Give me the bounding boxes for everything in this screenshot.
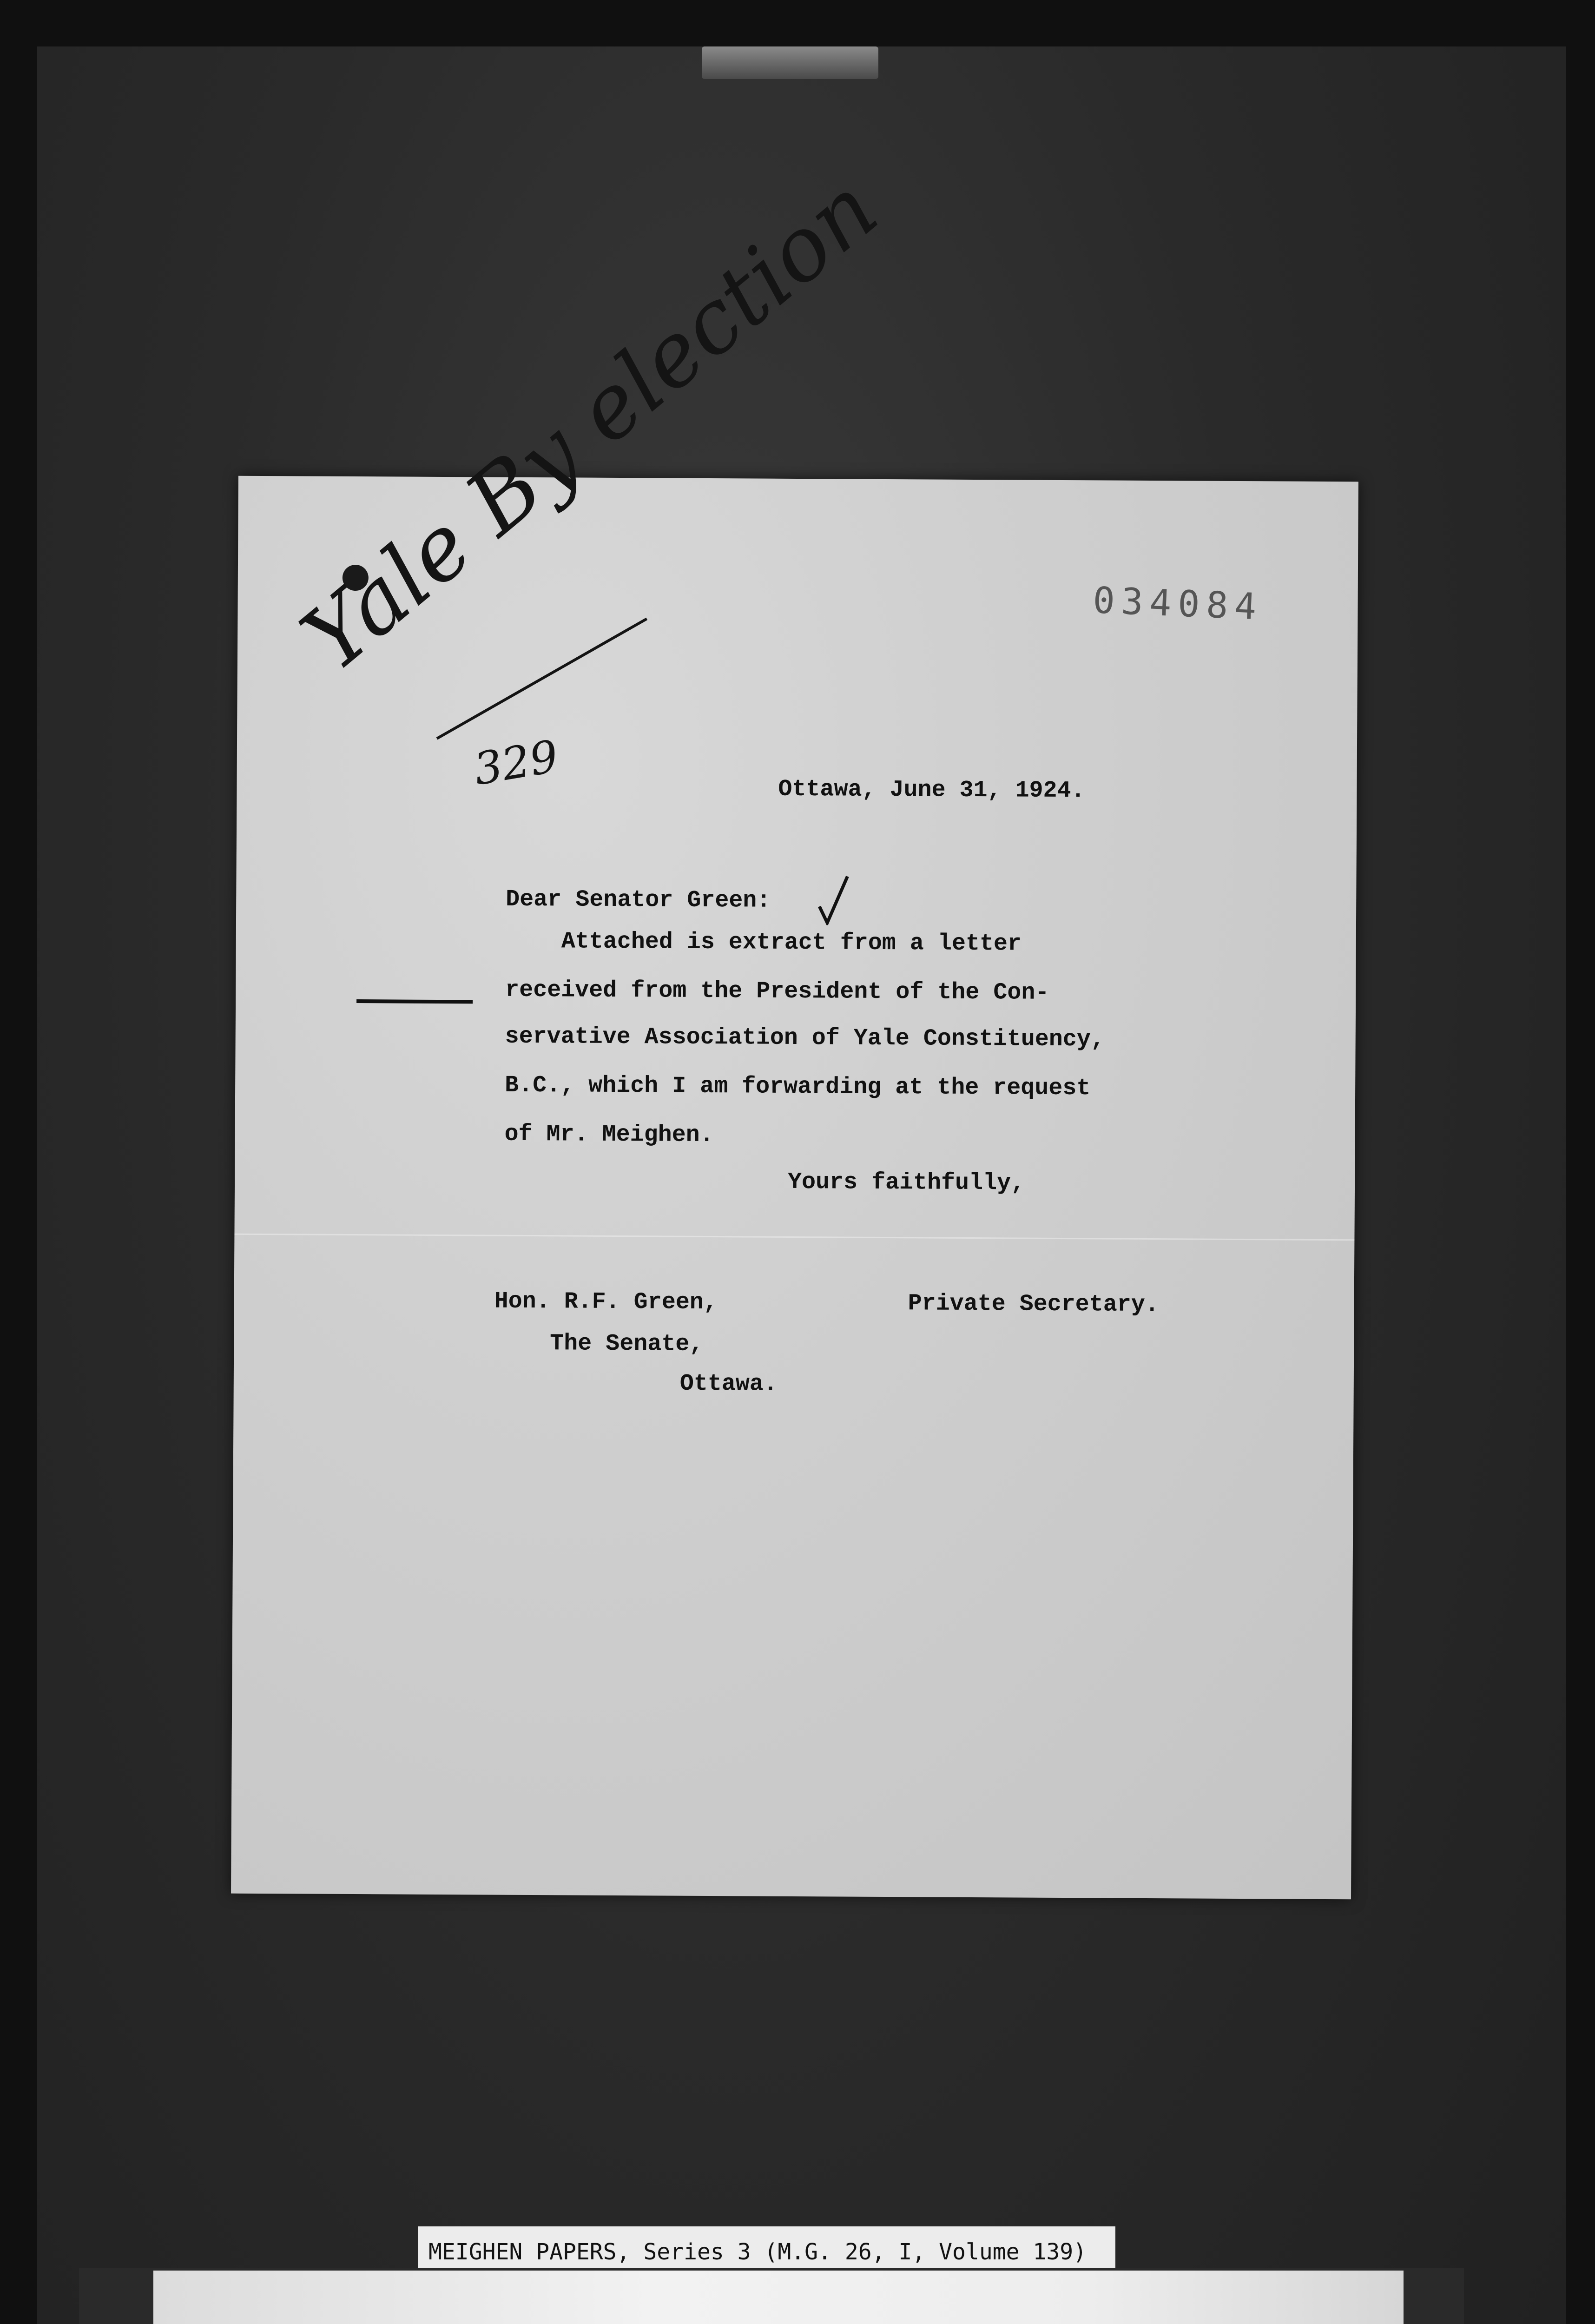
signature-title: Private Secretary. bbox=[908, 1290, 1159, 1319]
recipient-institution: The Senate, bbox=[550, 1330, 704, 1358]
letter-date: Ottawa, June 31, 1924. bbox=[778, 776, 1085, 805]
margin-dash bbox=[356, 999, 473, 1004]
fold-line bbox=[234, 1234, 1354, 1241]
body-line: received from the President of the Con- bbox=[505, 977, 1049, 1006]
body-line: servative Association of Yale Constituency, bbox=[505, 1023, 1105, 1053]
recipient-city: Ottawa. bbox=[679, 1370, 778, 1398]
paper-clip bbox=[702, 46, 878, 79]
handwritten-stroke bbox=[436, 618, 648, 740]
body-line: Attached is extract from a letter bbox=[561, 928, 1022, 957]
body-line: of Mr. Meighen. bbox=[504, 1121, 714, 1149]
citation-slip: MEIGHEN PAPERS, Series 3 (M.G. 26, I, Volume 139) bbox=[418, 2226, 1115, 2278]
handwritten-number: 329 bbox=[470, 731, 562, 796]
letter-sheet bbox=[231, 157, 1358, 1900]
archive-label bbox=[153, 2271, 1404, 2324]
handwritten-title: Yale By election bbox=[283, 157, 896, 691]
checkmark-icon bbox=[817, 874, 850, 925]
salutation: Dear Senator Green: bbox=[506, 886, 771, 914]
closing: Yours faithfully, bbox=[787, 1169, 1025, 1197]
recipient-name: Hon. R.F. Green, bbox=[494, 1288, 718, 1316]
body-line: B.C., which I am forwarding at the request bbox=[504, 1072, 1091, 1102]
reference-number: 034084 bbox=[1092, 579, 1264, 628]
